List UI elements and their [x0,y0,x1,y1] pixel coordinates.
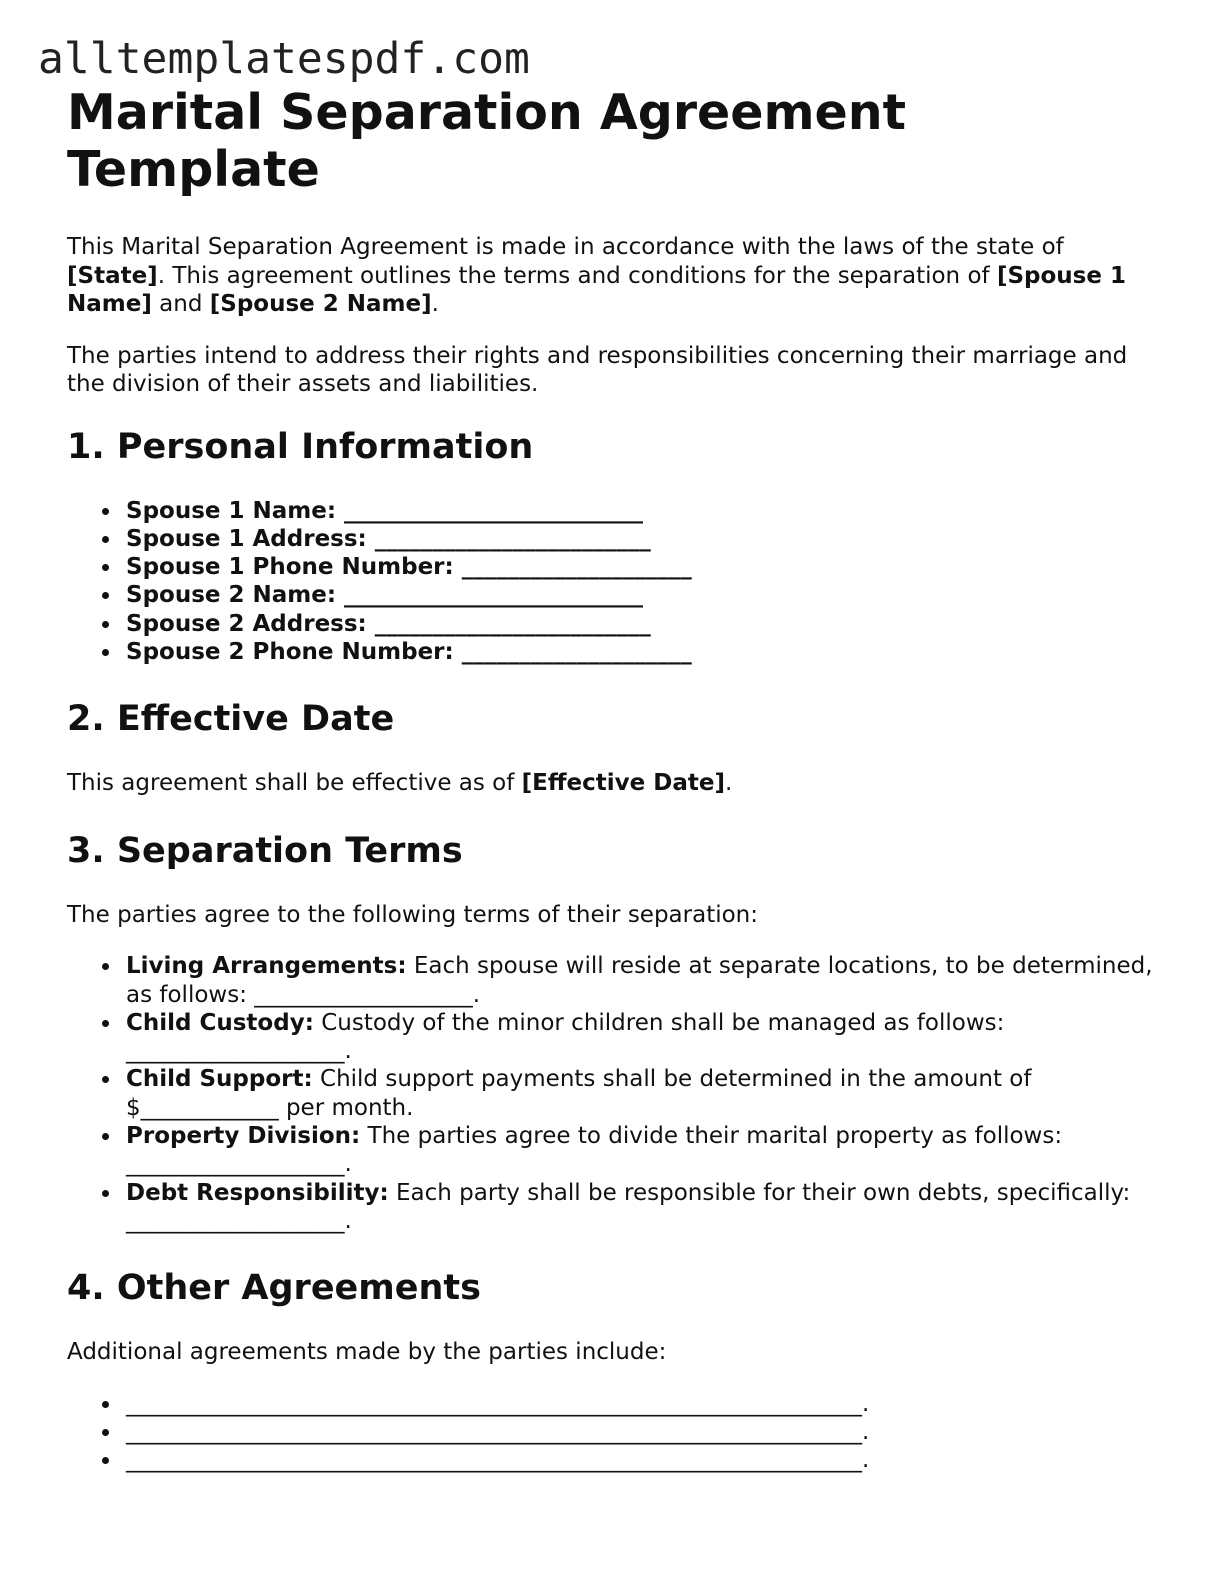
list-item [126,952,1157,1009]
document-page [67,84,1157,1475]
term-text: Custody of the minor children shall be managed as follows: ___________________. [126,1009,1005,1065]
list-item: ________________________________________________________________. [126,1418,1157,1446]
term-text: The parties agree to divide their marital property as follows: ___________________. [126,1123,1063,1178]
term-label: Debt Responsibility: [126,1179,389,1206]
section-heading-separation-terms: 3. Separation Terms [67,830,463,871]
term-label: Living Arrangements: [126,953,407,980]
effective-date-placeholder: [Effective Date] [521,770,725,797]
separation-terms-intro: The parties agree to the following terms of their separation: [67,901,758,928]
effective-date-paragraph [67,769,1157,798]
watermark: alltemplatespdf.com [38,34,530,84]
intro-paragraph [67,233,1157,319]
state-placeholder: [State] [67,262,158,289]
separation-terms-list [67,952,1157,1235]
term-text: Each spouse will reside at separate locations, to be determined, as follows: ___________________. [126,953,1153,1008]
list-item: Spouse 2 Address: ________________________ [126,610,1157,638]
list-item: ________________________________________________________________. [126,1390,1157,1418]
list-item: Spouse 2 Phone Number: ____________________ [126,638,1157,666]
list-item: Spouse 1 Phone Number: ____________________ [126,553,1157,581]
list-item: Spouse 1 Address: ________________________ [126,525,1157,553]
intro-text: . This agreement outlines the terms and conditions for the separation of [157,262,997,289]
term-text: Child support payments shall be determined in the amount of $____________ per month. [126,1066,1032,1121]
term-text: Each party shall be responsible for their own debts, specifically: ___________________. [126,1179,1131,1234]
list-item [126,1122,1157,1179]
list-item: ________________________________________________________________. [126,1446,1157,1474]
list-item [126,1179,1157,1236]
section-heading-other-agreements: 4. Other Agreements [67,1268,481,1309]
intro-text: This Marital Separation Agreement is made in accordance with the laws of the state of [67,234,1064,260]
term-label: Child Custody: [126,1009,314,1036]
spouse1-placeholder: [Spouse 1 Name] [67,262,1126,317]
other-agreements-intro: Additional agreements made by the parties include: [67,1339,667,1366]
section-heading-effective-date: 2. Effective Date [67,699,395,740]
term-label: Property Division: [126,1123,361,1150]
list-item: Spouse 1 Name: __________________________ [126,497,1157,525]
section-heading-personal-information: 1. Personal Information [67,426,534,467]
effective-date-text: . [724,770,733,797]
intro-text: and [151,291,210,317]
list-item [126,1009,1157,1066]
intro-text: . [431,291,439,317]
spouse2-placeholder: [Spouse 2 Name] [209,291,432,317]
page-title: Marital Separation Agreement Template [67,84,907,198]
personal-information-list [67,497,1157,667]
effective-date-text: This agreement shall be effective as of [67,770,522,797]
intro-paragraph-2: The parties intend to address their rights and responsibilities concerning their marriage and the division of their assets and liabilities. [67,342,1128,397]
other-agreements-list [67,1390,1157,1475]
list-item [126,1065,1157,1122]
term-label: Child Support: [126,1066,313,1093]
list-item: Spouse 2 Name: __________________________ [126,581,1157,609]
